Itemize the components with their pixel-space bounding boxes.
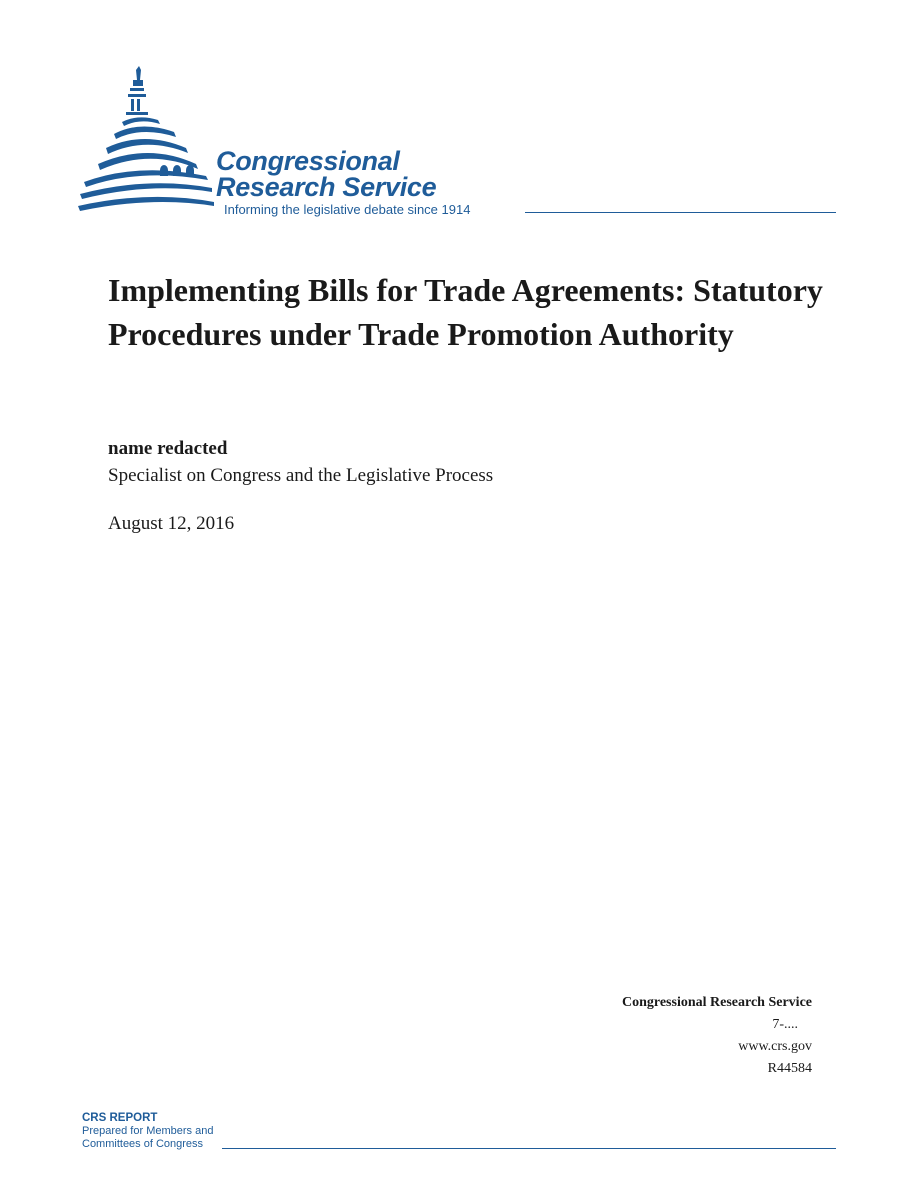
info-report-number: R44584	[767, 1061, 812, 1076]
info-organization: Congressional Research Service	[621, 995, 812, 1010]
footer-line-committees: Committees of Congress	[82, 1138, 204, 1150]
author-title: Specialist on Congress and the Legislative Process	[108, 465, 494, 486]
info-website: www.crs.gov	[738, 1039, 812, 1054]
footer-divider	[222, 1148, 836, 1149]
logo-congressional: Congressional	[216, 146, 400, 176]
footer-heading: CRS REPORT	[82, 1112, 158, 1124]
crs-logo	[78, 64, 838, 224]
footer	[82, 1112, 838, 1162]
logo-tagline: Informing the legislative debate since 1914	[224, 202, 471, 217]
author-name: name redacted	[108, 438, 228, 459]
header-divider	[525, 212, 836, 213]
info-code: 7-....	[772, 1017, 798, 1032]
report-info	[512, 992, 812, 1080]
logo-research-service: Research Service	[216, 172, 437, 202]
footer-line-members: Prepared for Members and	[82, 1125, 214, 1137]
report-date: August 12, 2016	[108, 513, 235, 534]
report-title: Implementing Bills for Trade Agreements: Statutory Procedures under Trade Promotion Authority	[108, 272, 823, 352]
capitol-dome-icon	[78, 64, 218, 219]
